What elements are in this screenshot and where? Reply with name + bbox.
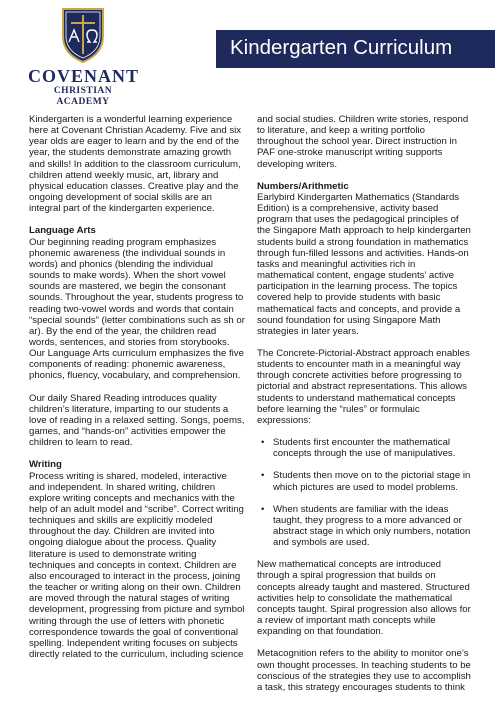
school-subtitle: CHRISTIAN ACADEMY	[53, 86, 113, 107]
cpa-bullet-list	[257, 437, 473, 548]
right-column	[257, 114, 473, 704]
cpa-paragraph: The Concrete-Pictorial-Abstract approach enables students to encounter math in a meaningful way through concrete activities before progressing to pictorial and abstract representations. This allows students to understand mathematical concepts before learning the “rules” or formulaic expressions:	[257, 347, 470, 426]
writing-paragraph: Process writing is shared, modeled, interactive and independent. In shared writing, children explore writing concepts and mechanics with the help of an adult model and “scribe”. Correct writing techniques and skills are explicitly modeled throughout the day. Children are invited into ongoing dialogue about the process. Quality literature is used to demonstrate writing techniques and concepts in context. Children are also encouraged to interact in the process, joining the teacher or writing along on their own. Children are moved through the natural stages of writing development, progressing from picture and symbol writing through the use of letters with phonetic correspondence towards the goal of conventional spelling. Independent writing focuses on subjects directly related to the curriculum, including science	[29, 470, 245, 661]
metacognition-paragraph: Metacognition refers to the ability to monitor one’s own thought processes. In teaching students to be conscious of the strategies they use to accomplish a task, this strategy encourages students to think	[257, 648, 471, 693]
school-name: COVENANT	[28, 66, 140, 86]
list-item: • When students are familiar with the ideas taught, they progress to a more advanced or abstract stage in which only numbers, notation and symbols are used.	[257, 504, 473, 549]
title-banner	[216, 30, 495, 68]
list-item: • Students first encounter the mathematical concepts through the use of manipulatives.	[257, 437, 473, 459]
language-arts-heading: Language Arts	[29, 225, 96, 237]
shared-reading-paragraph: Our daily Shared Reading introduces quality children’s literature, imparting to our students a love of reading in a relaxed setting. Songs, poems, games, and “hands-on” activities empower the children to learn to read.	[29, 392, 245, 449]
math-paragraph: Earlybird Kindergarten Mathematics (Standards Edition) is a comprehensive, activity based program that uses the pedagogical principles of the Singapore Math approach to help kindergarten students build a strong foundation in mathematics through fun-filled lessons and activities. Hands-on tasks and meaningful activities rich in mathematical content, engage students’ active participation in the learning process. The topics covered help to provide students with basic mathematical facts and concepts, and provide a sound foundation for using Singapore Math strategies in later years.	[257, 191, 471, 337]
page-title: Kindergarten Curriculum	[230, 36, 453, 59]
page-header	[0, 0, 495, 110]
shield-alpha-omega-icon	[60, 6, 106, 64]
list-item: • Students then move on to the pictorial stage in which pictures are used to model problems.	[257, 470, 473, 492]
writing-heading: Writing	[29, 459, 62, 471]
spiral-paragraph: New mathematical concepts are introduced through a spiral progression that builds on concepts already taught and mastered. Structured activities help to consolidate the mathematical concepts taught. Spiral progression also allows for a review of important math concepts while expanding on that foundation.	[257, 559, 471, 638]
intro-paragraph: Kindergarten is a wonderful learning experience here at Covenant Christian Academy. Five and six year olds are eager to learn and by the end of the year, the students demonstrate amazing growth and skills! In addition to the classroom curriculum, children attend weekly music, art, library and physical education classes. Creative play and the ongoing development of social skills are an integral part of the kindergarten experience.	[29, 114, 242, 215]
writing-continued-paragraph: and social studies. Children write stories, respond to literature, and keep a writing portfolio throughout the school year. Direct instruction in PAF one-stroke manuscript writing supports developing writers.	[257, 114, 469, 170]
school-logo	[28, 6, 138, 108]
left-column	[29, 114, 245, 671]
math-heading: Numbers/Arithmetic	[257, 180, 349, 192]
language-arts-paragraph: Our beginning reading program emphasizes phonemic awareness (the individual sounds in words) and phonics (blending the individual sounds to make words). When the short vowel sounds are mastered, we begin the consonant sounds. Throughout the year, students progress to reading two-vowel words and words that contain “special sounds” (letter combinations such as sh or ar). By the end of the year, the children read words, sentences, and stories from storybooks. Our Language Arts curriculum emphasizes the five components of reading: phonemic awareness, phonics, fluency, vocabulary, and comprehension.	[29, 236, 245, 382]
